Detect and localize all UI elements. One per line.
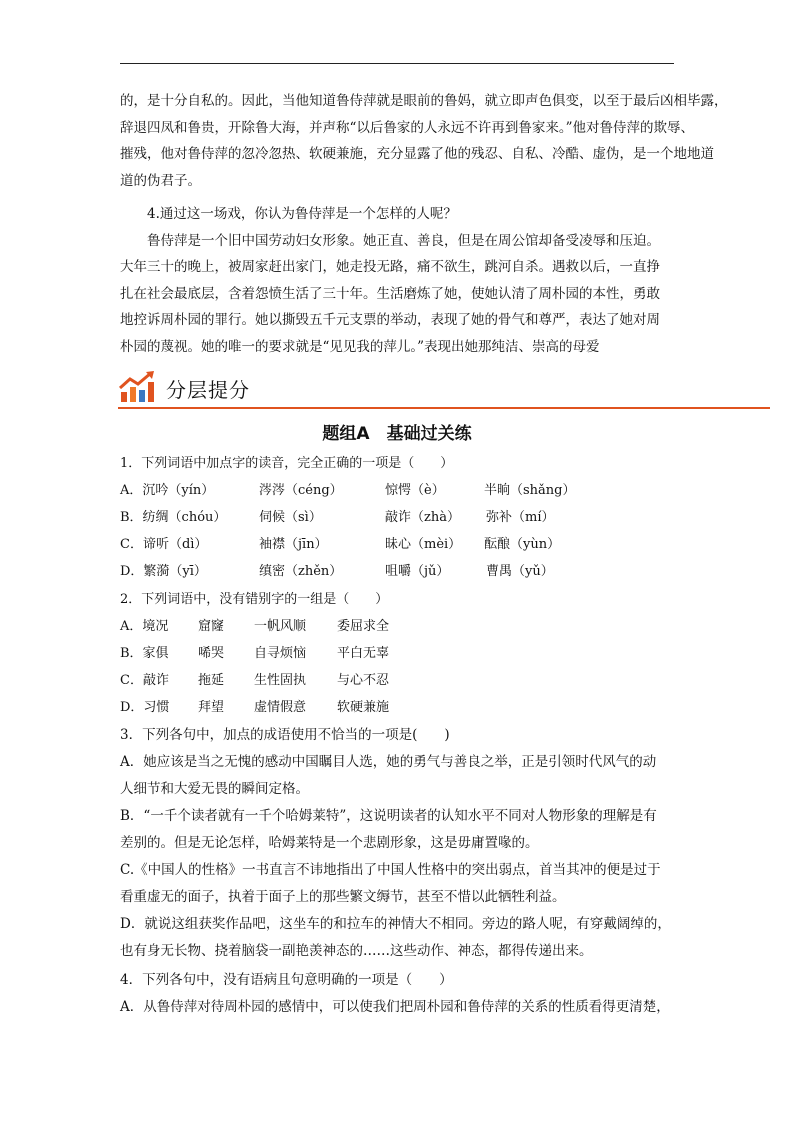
option-cell: B．纺绸（chóu） xyxy=(120,510,227,525)
question-4 xyxy=(120,967,680,1021)
option-cell: 咀嚼（jǔ） xyxy=(385,564,450,579)
question-2 xyxy=(120,586,680,721)
top-paragraph xyxy=(120,88,728,194)
answer-line: 鲁侍萍是一个旧中国劳动妇女形象。她正直、善良，但是在周公馆却备受凌辱和压迫。 xyxy=(147,232,660,249)
section-banner xyxy=(118,370,770,408)
option-cell: 惊愕（è） xyxy=(385,483,445,498)
question-stem: 1．下列词语中加点字的读音，完全正确的一项是（ ） xyxy=(120,456,454,471)
question-stem: 3．下列各句中，加点的成语使用不恰当的一项是( ) xyxy=(120,727,450,743)
option-row xyxy=(120,667,680,694)
option-cell: 缜密（zhěn） xyxy=(259,564,343,579)
option-cell: D．习惯 xyxy=(120,700,170,715)
text-line: 道的伪君子。 xyxy=(120,172,201,189)
option-row xyxy=(120,613,680,640)
question-stem: 2．下列词语中，没有错别字的一组是（ ） xyxy=(120,592,389,607)
text-line: 的，是十分自私的。因此，当他知道鲁侍萍就是眼前的鲁妈，就立即声色俱变，以至于最后凶相毕露， xyxy=(120,93,728,109)
growth-chart-icon xyxy=(118,370,156,404)
banner-underline xyxy=(118,407,770,409)
option-cell: 弥补（mí） xyxy=(486,510,555,525)
option-row xyxy=(120,640,680,667)
text-line: 也有身无长物、挠着脑袋一副艳羡神态的……这些动作、神态，都得传递出来。 xyxy=(120,943,593,959)
option-cell: 一帆风顺 xyxy=(254,619,307,634)
text-line: C.《中国人的性格》一书直言不讳地指出了中国人性格中的突出弱点，首当其冲的便是过于 xyxy=(120,862,661,878)
text-line: 辞退四凤和鲁贵，开除鲁大海，并声称“以后鲁家的人永远不许再到鲁家来。”他对鲁侍萍的欺辱、 xyxy=(120,119,695,136)
question-3 xyxy=(120,722,680,965)
option-cell: 委屈求全 xyxy=(337,619,390,634)
option-cell: 昧心（mèi） xyxy=(385,537,462,552)
text-line: 摧残，他对鲁侍萍的忽冷忽热、软硬兼施，充分显露了他的残忍、自私、冷酷、虚伪，是一个地地道 xyxy=(120,146,714,162)
option-cell: 半晌（shǎng） xyxy=(484,483,576,498)
option-cell: 涔涔（céng） xyxy=(259,483,343,498)
text-line: A．她应该是当之无愧的感动中国瞩目人选，她的勇气与善良之举，正是引领时代风气的动 xyxy=(120,754,657,770)
option-cell: 袖襟（jīn） xyxy=(259,537,328,552)
option-cell: 拜望 xyxy=(198,700,225,715)
option-row xyxy=(120,531,680,558)
header-rule xyxy=(120,63,674,64)
option-cell: 虚情假意 xyxy=(254,700,307,715)
option-cell: C．敲诈 xyxy=(120,673,169,688)
option-cell: C．谛听（dì） xyxy=(120,537,208,552)
option-cell: 酝酿（yùn） xyxy=(484,537,561,552)
option-cell: 生性固执 xyxy=(254,673,307,688)
text-line: A．从鲁侍萍对待周朴园的感情中，可以使我们把周朴园和鲁侍萍的关系的性质看得更清楚， xyxy=(120,999,670,1015)
option-cell: 拖延 xyxy=(198,673,225,688)
option-cell: D．繁漪（yī） xyxy=(120,564,207,579)
option-row xyxy=(120,504,680,531)
question-4-block xyxy=(120,201,680,360)
option-cell: 自寻烦恼 xyxy=(254,646,307,661)
option-cell: 曹禺（yǔ） xyxy=(486,564,554,579)
answer-line: 大年三十的晚上，被周家赶出家门，她走投无路，痛不欲生，跳河自杀。遇救以后，一直挣 xyxy=(120,259,660,275)
option-cell: 伺候（sì） xyxy=(259,510,322,525)
text-line: D．就说这组获奖作品吧，这坐车的和拉车的神情大不相同。旁边的路人呢，有穿戴阔绰的， xyxy=(120,916,671,932)
question-heading: 4.通过这一场戏，你认为鲁侍萍是一个怎样的人呢？ xyxy=(147,206,457,222)
text-line: 人细节和大爱无畏的瞬间定格。 xyxy=(120,781,309,797)
answer-line: 地控诉周朴园的罪行。她以撕毁五千元支票的举动，表现了她的骨气和尊严，表达了她对周 xyxy=(120,312,660,328)
text-line: B．“一千个读者就有一千个哈姆莱特”，这说明读者的认知水平不同对人物形象的理解是有 xyxy=(120,808,657,824)
option-cell: B．家俱 xyxy=(120,646,169,661)
option-row xyxy=(120,477,680,504)
option-row xyxy=(120,694,680,721)
section-title: 题组A 基础过关练 xyxy=(322,424,472,444)
banner-title: 分层提分 xyxy=(166,378,250,402)
option-cell: 与心不忍 xyxy=(337,673,390,688)
option-cell: 软硬兼施 xyxy=(337,700,390,715)
question-1 xyxy=(120,450,680,585)
option-row xyxy=(120,558,680,585)
answer-line: 扎在社会最底层，含着怨愤生活了三十年。生活磨炼了她，使她认清了周朴园的本性，勇敢 xyxy=(120,285,660,302)
question-stem: 4．下列各句中，没有语病且句意明确的一项是（ ） xyxy=(120,972,453,988)
option-cell: 唏哭 xyxy=(198,646,225,661)
option-cell: 平白无辜 xyxy=(337,646,390,661)
answer-line: 朴园的蔑视。她的唯一的要求就是“见见我的萍儿。”表现出她那纯洁、崇高的母爱 xyxy=(120,338,600,355)
option-cell: 窟窿 xyxy=(198,619,225,634)
text-line: 看重虚无的面子，执着于面子上的那些繁文缛节，甚至不惜以此牺牲利益。 xyxy=(120,889,566,905)
option-cell: A．境况 xyxy=(120,619,169,634)
option-cell: A．沉吟（yín） xyxy=(120,483,215,498)
text-line: 差别的。但是无论怎样，哈姆莱特是一个悲剧形象，这是毋庸置喙的。 xyxy=(120,835,539,851)
option-cell: 敲诈（zhà） xyxy=(385,510,460,525)
